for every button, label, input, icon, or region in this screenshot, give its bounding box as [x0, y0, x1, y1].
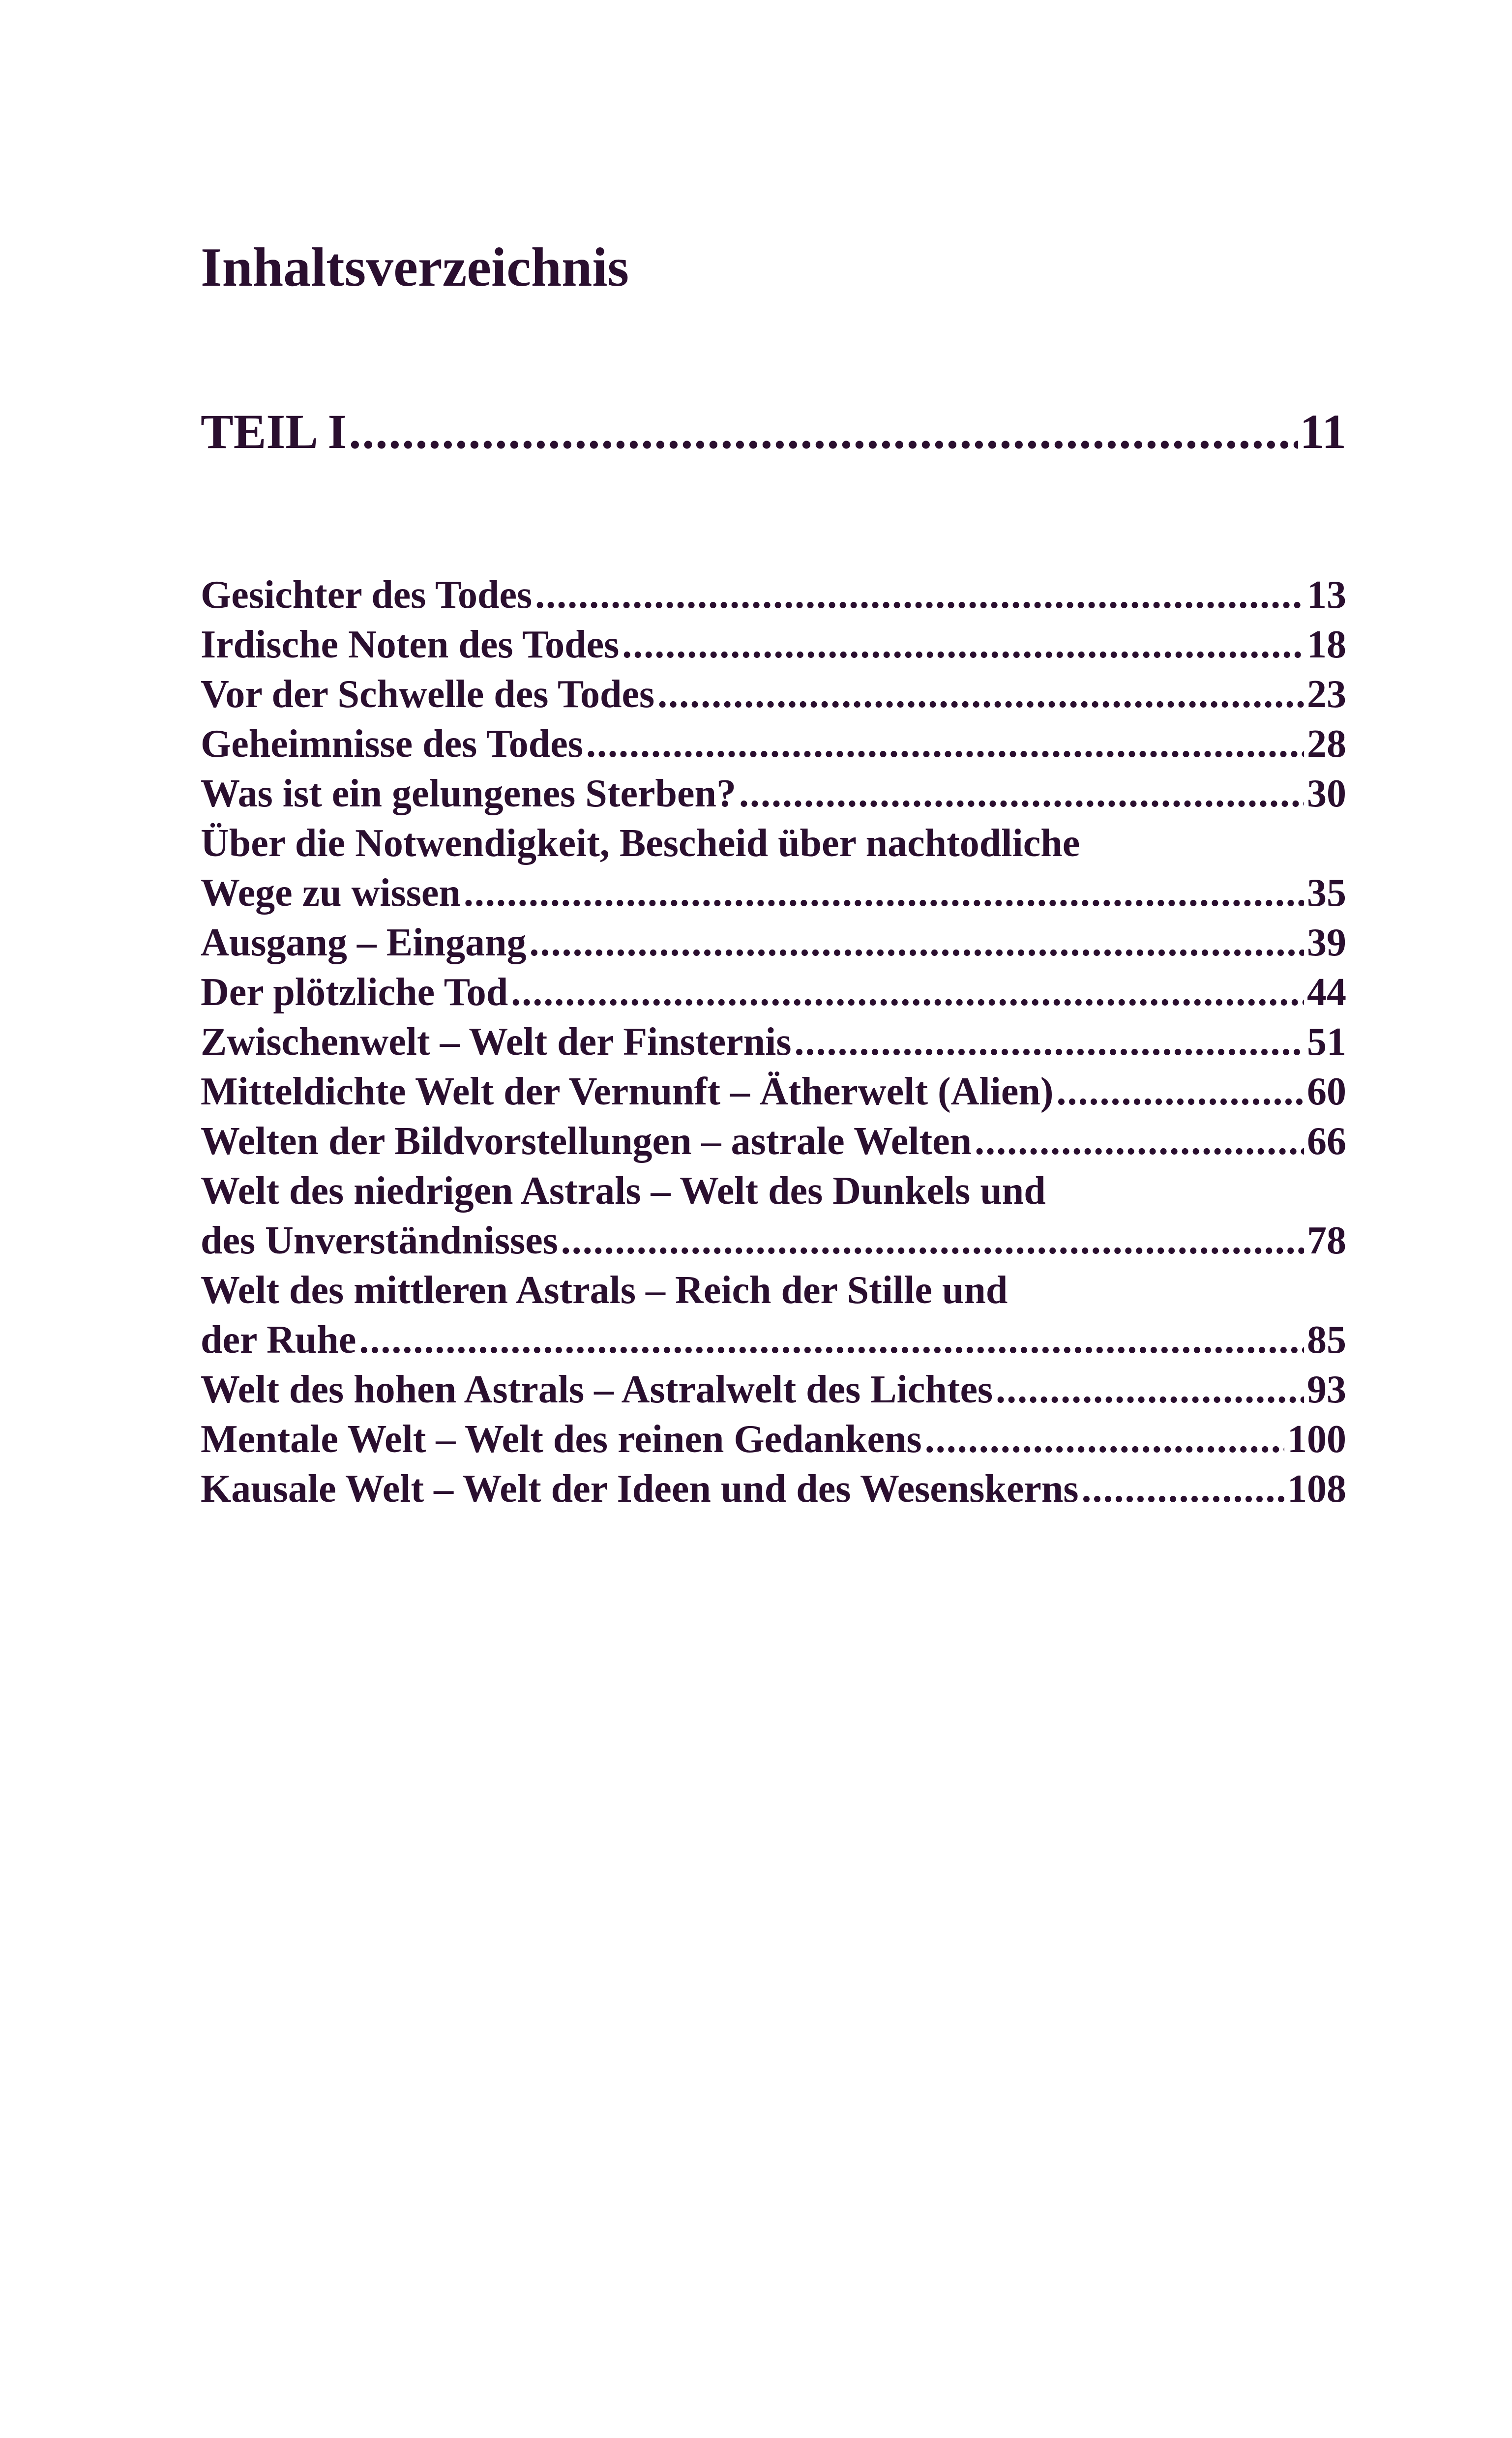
- toc-entry-label: Vor der Schwelle des Todes: [201, 673, 655, 716]
- toc-entry-page: 66: [1307, 1120, 1346, 1163]
- toc-entry: [201, 1366, 1346, 1413]
- toc-part-page: 11: [1300, 404, 1346, 459]
- leader-dots: [464, 869, 1304, 917]
- toc-entry-label: Was ist ein gelungenes Sterben?: [201, 772, 736, 815]
- toc-entry-page: 28: [1307, 722, 1346, 766]
- leader-dots: [1081, 1465, 1284, 1513]
- toc-entry: [201, 621, 1346, 668]
- toc-entry-label: Wege zu wissen: [201, 871, 461, 915]
- toc-entry: [201, 1217, 1346, 1264]
- toc-entry-page: 44: [1307, 971, 1346, 1014]
- toc-entry-page: 100: [1287, 1418, 1346, 1461]
- toc-entry-label: der Ruhe: [201, 1318, 356, 1362]
- toc-entry: [201, 1068, 1346, 1115]
- toc-entry: [201, 1018, 1346, 1066]
- toc-part-label: TEIL I: [201, 404, 347, 459]
- toc-part-row: [201, 402, 1346, 461]
- toc-entry-first-line: Welt des mittleren Astrals – Reich der Stille und: [201, 1269, 1008, 1312]
- toc-entry: [201, 1118, 1346, 1165]
- leader-dots: [1057, 1068, 1304, 1115]
- toc-entry-label: Ausgang – Eingang: [201, 921, 527, 964]
- leader-dots: [349, 402, 1298, 461]
- toc-entry-page: 85: [1307, 1318, 1346, 1362]
- toc-entry-page: 60: [1307, 1070, 1346, 1113]
- toc-entry-page: 35: [1307, 871, 1346, 915]
- leader-dots: [561, 1217, 1304, 1264]
- leader-dots: [586, 720, 1304, 768]
- toc-entry-page: 30: [1307, 772, 1346, 815]
- leader-dots: [794, 1018, 1304, 1066]
- toc-entry-label: Irdische Noten des Todes: [201, 623, 620, 666]
- toc-entry-page: 39: [1307, 921, 1346, 964]
- toc-entry: [201, 1416, 1346, 1463]
- leader-dots: [529, 919, 1304, 966]
- toc-entry: [201, 969, 1346, 1016]
- toc-entry-page: 93: [1307, 1368, 1346, 1411]
- toc-entry: [201, 869, 1346, 917]
- toc-entry: [201, 1465, 1346, 1513]
- toc-entry-label: Geheimnisse des Todes: [201, 722, 583, 766]
- leader-dots: [996, 1366, 1304, 1413]
- leader-dots: [925, 1416, 1284, 1463]
- toc-entry: [201, 770, 1346, 817]
- toc-entry-first-line: Über die Notwendigkeit, Bescheid über nachtodliche: [201, 822, 1080, 865]
- toc-entry-page: 108: [1287, 1467, 1346, 1511]
- toc-entry: [201, 571, 1346, 619]
- toc-entry-page: 23: [1307, 673, 1346, 716]
- toc-entry: [201, 919, 1346, 966]
- toc-entry-label: Gesichter des Todes: [201, 573, 533, 617]
- toc-entry-label: des Unverständnisses: [201, 1219, 558, 1262]
- toc-entry-page: 78: [1307, 1219, 1346, 1262]
- toc-entry-label: Welten der Bildvorstellungen – astrale Welten: [201, 1120, 972, 1163]
- page-title: Inhaltsverzeichnis: [201, 237, 629, 298]
- leader-dots: [535, 571, 1304, 619]
- toc-entry-label: Kausale Welt – Welt der Ideen und des Wesenskerns: [201, 1467, 1079, 1511]
- leader-dots: [622, 621, 1304, 668]
- toc-entry-label: Mitteldichte Welt der Vernunft – Ätherwelt (Alien): [201, 1070, 1054, 1113]
- toc-entry-page: 13: [1307, 573, 1346, 617]
- leader-dots: [739, 770, 1304, 817]
- toc-entry-label: Zwischenwelt – Welt der Finsternis: [201, 1020, 792, 1064]
- leader-dots: [657, 671, 1304, 718]
- toc-entry-label: Der plötzliche Tod: [201, 971, 508, 1014]
- toc-entry-page: 18: [1307, 623, 1346, 666]
- toc-entry-label: Mentale Welt – Welt des reinen Gedankens: [201, 1418, 922, 1461]
- toc-entry-label: Welt des hohen Astrals – Astralwelt des Lichtes: [201, 1368, 993, 1411]
- toc-entry: [201, 720, 1346, 768]
- toc-entry-page: 51: [1307, 1020, 1346, 1064]
- leader-dots: [359, 1316, 1304, 1364]
- toc-entry: [201, 671, 1346, 718]
- toc-entry: [201, 1316, 1346, 1364]
- leader-dots: [975, 1118, 1304, 1165]
- toc-entry-first-line: Welt des niedrigen Astrals – Welt des Dunkels und: [201, 1169, 1046, 1213]
- leader-dots: [511, 969, 1304, 1016]
